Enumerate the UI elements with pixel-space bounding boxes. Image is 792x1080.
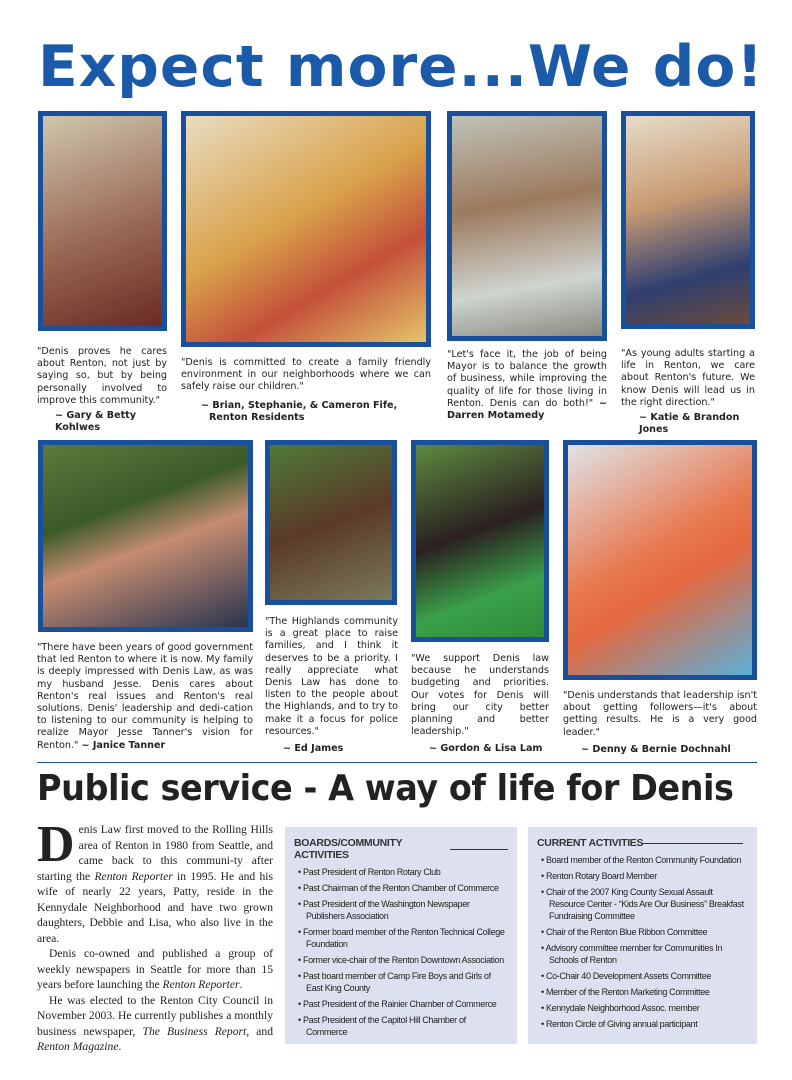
list-item: • Chair of the 2007 King County Sexual Assault Resource Center - “Kids Are Our Business” Breakfast Fundraising Committee: [537, 886, 748, 923]
divider: [450, 849, 508, 850]
list-item: • Member of the Renton Marketing Committee: [537, 986, 748, 998]
list-item: • Former board member of the Renton Technical College Foundation: [294, 926, 508, 951]
testimonial: "Denis proves he cares about Renton, not just by saying so, but by being personally involved to improve this community." ~ Gary & Betty Kohlwes: [37, 346, 167, 434]
list-item: • Renton Circle of Giving annual participant: [537, 1018, 748, 1030]
photo-dochnahl: [563, 440, 757, 680]
list-item: • Renton Rotary Board Member: [537, 870, 748, 882]
current-activities-box: [528, 827, 757, 1044]
photo-lam: [411, 440, 549, 642]
testimonial: "Denis understands that leadership isn't about getting followers—it's about getting results. He is a very good leader." ~ Denny & Bernie Dochnahl: [563, 690, 757, 755]
drop-cap: D: [37, 816, 75, 873]
list-item: • Past Chairman of the Renton Chamber of Commerce: [294, 882, 508, 894]
photo-tanner: [38, 440, 253, 632]
divider: [37, 762, 757, 763]
list-item: • Past board member of Camp Fire Boys and Girls of East King County: [294, 970, 508, 995]
boards-title: BOARDS/COMMUNITY ACTIVITIES: [294, 837, 403, 861]
photo-kohlwes: [38, 111, 167, 331]
divider: [643, 843, 743, 844]
boards-activities-box: [285, 827, 517, 1044]
list-item: • Past President of the Capitol Hill Chamber of Commerce: [294, 1014, 508, 1039]
photo-motamedy: [447, 111, 607, 341]
photo-fife-family: [181, 111, 431, 347]
testimonial: "As young adults starting a life in Renton, we care about Renton's future. We know Denis will lead us in the right direction." ~ Katie & Brandon Jones: [621, 348, 755, 436]
photo-james: [265, 440, 397, 605]
headline: Expect more...We do!: [38, 34, 764, 100]
testimonial: "The Highlands community is a great place to raise families, and I think it deserves to be a priority. I really appreciate what Denis Law has done to listen to the people about the Highlands, and to try to make it a focus for police resources." ~ Ed James: [265, 616, 398, 755]
testimonial: "Denis is committed to create a family friendly environment in our neighborhoods where we can safely raise our children." ~ Brian, Stephanie, & Cameron Fife, Renton Residents: [181, 357, 431, 423]
testimonial: "Let's face it, the job of being Mayor is to balance the growth of business, while improving the quality of life for those living in Renton. Denis can do both!" ~ Darren Motamedy: [447, 349, 607, 422]
list-item: • Kennydale Neighborhood Assoc. member: [537, 1002, 748, 1014]
section-title: Public service - A way of life for Denis: [37, 768, 734, 809]
list-item: • Former vice-chair of the Renton Downtown Association: [294, 954, 508, 966]
list-item: • Chair of the Renton Blue Ribbon Committee: [537, 926, 748, 938]
list-item: • Board member of the Renton Community Foundation: [537, 854, 748, 866]
testimonial: "There have been years of good government that led Renton to where it is now. My family is deeply impressed with Denis Law, as was my husband Jesse. Denis cares about Renton's real issues and Renton's real solutions. Denis' leadership and dedi-cation to listening to our community is helping to realize Mayor Jesse Tanner's vision for Renton." ~ Janice Tanner: [37, 642, 253, 751]
current-title: CURRENT ACTIVITIES: [537, 837, 644, 849]
list-item: • Past President of the Washington Newspaper Publishers Association: [294, 898, 508, 923]
testimonial: "We support Denis law because he understands budgeting and priorities. Our votes for Denis will bring our city better planning and better leadership." ~ Gordon & Lisa Lam: [411, 653, 549, 755]
list-item: • Co-Chair 40 Development Assets Committee: [537, 970, 748, 982]
list-item: • Past President of Renton Rotary Club: [294, 866, 508, 878]
list-item: • Past President of the Rainier Chamber of Commerce: [294, 998, 508, 1010]
photo-jones: [621, 111, 755, 329]
list-item: • Advisory committee member for Communities In Schools of Renton: [537, 942, 748, 967]
bio-text: Denis Law first moved to the Rolling Hills area of Renton in 1980 from Seattle, and came back to this communi-ty after starting the Renton Reporter in 1995. He and his wife of nearly 22 years, Patty, reside in the Kennydale Neighborhood and have two grown daughters, Debbie and Lisa, who also live in the area. Denis co-owned and published a group of weekly newspapers in Seattle for more than 15 years before launching the Renton Reporter. He was elected to the Renton City Council in November 2003. He currently publishes a monthly business newspaper, The Business Report, and Renton Magazine.: [37, 816, 274, 1053]
